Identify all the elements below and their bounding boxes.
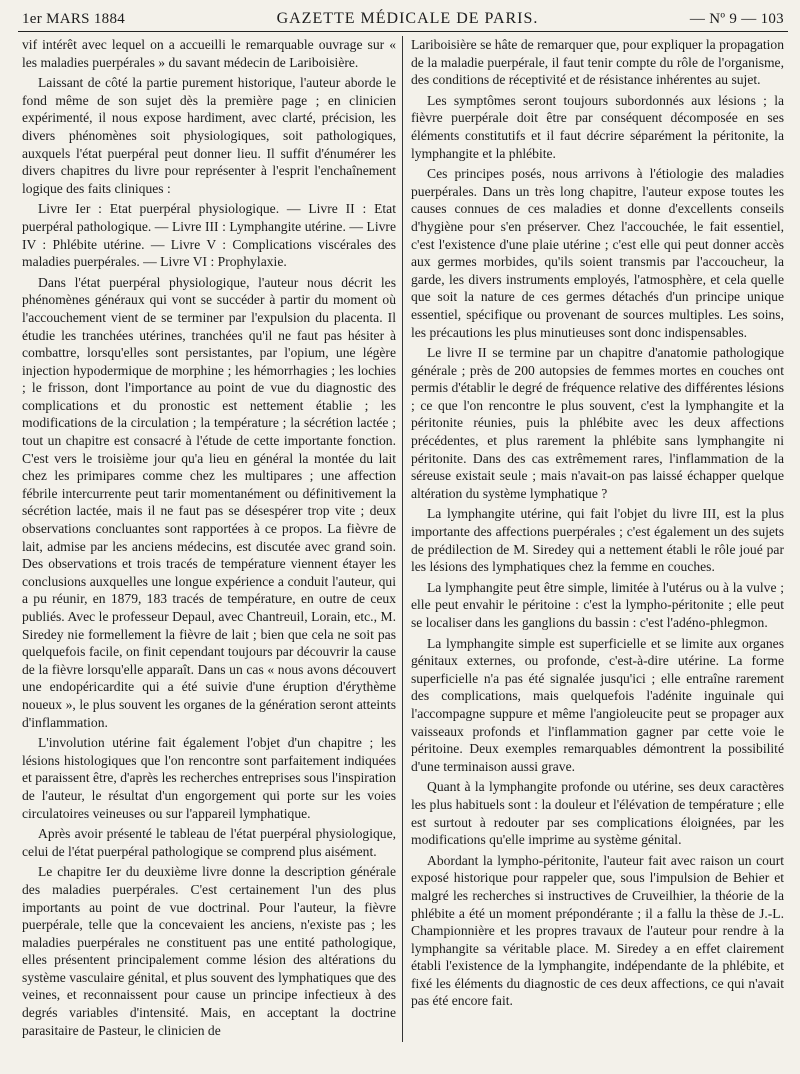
journal-title: GAZETTE MÉDICALE DE PARIS. — [276, 10, 539, 27]
page-number: — Nº 9 — 103 — [689, 11, 784, 27]
right-paragraph: Ces principes posés, nous arrivons à l'étiologie des maladies puerpérales. Dans un très long chapitre, l'auteur expose toutes les causes connues de ces maladies et donne d'excellents conseils d'hygiène pour s'en préserver. Chez l'accouchée, le fait essentiel, c'est l'existence d'une plaie utérine ; c'est elle qui peut donner accès aux germes morbides, qu'ils soient transmis par l'accoucheur, la garde, les divers instruments employés, l'atmosphère, et cela quelle que soit la nature de ces germes détachés d'un principe unique essentiel, spécifique ou provenant de sources multiples. Les soins, les précautions les plus minutieuses sont donc indispensables. — [411, 166, 784, 340]
page-header — [18, 10, 788, 32]
left-paragraph: L'involution utérine fait également l'objet d'un chapitre ; les lésions histologiques que l'on rencontre sont parfaitement indiquées et paraissent être, d'après les recherches entreprises sous l'inspiration de l'auteur, le résultat d'un engorgement qui porte sur les voies circulatoires veineuses ou sur l'appareil lymphatique. — [22, 735, 396, 821]
left-paragraph: Le chapitre Ier du deuxième livre donne la description générale des maladies puerpérales. C'est certainement l'un des plus importants au point de vue doctrinal. Pour l'auteur, la fièvre puerpérale, telle que la concevaient les anciens, n'existe pas ; les maladies puerpérales ne constituent pas une entité pathologique, elles présentent principalement comme lésion des altérations du système vasculaire génital, et plus souvent des lymphatiques que des veines, et reconnaissent pour cause un principe infectieux à des degrés variables d'intensité. Mais, en acceptant la doctrine parasitaire de Pasteur, le clinicien de — [22, 864, 396, 1038]
right-paragraph: La lymphangite simple est superficielle et se limite aux organes génitaux externes, ou profonde, c'est-à-dire utérine. La forme superficielle n'a pas été signalée jusqu'ici ; elle entraîne rarement des complications, mais quelquefois l'adénite inguinale qui l'accompagne suppure et même l'angioleucite peut se propager aux vaisseaux profonds et l'inflammation gagner par cette voie le péritoine. Deux exemples remarquables démontrent la possibilité d'une terminaison aussi grave. — [411, 635, 784, 774]
article-columns — [18, 36, 788, 1042]
left-paragraph: Livre Ier : Etat puerpéral physiologique. — Livre II : Etat puerpéral pathologique. — Livre III : Lymphangite utérine. — Livre IV : Phlébite utérine. — Livre V : Complications viscérales des maladies puerpérales. — Livre VI : Prophylaxie. — [22, 201, 396, 270]
right-paragraph: La lymphangite utérine, qui fait l'objet du livre III, est la plus importante des affections puerpérales ; c'est également un des sujets de prédilection de M. Siredey qui a nettement établi le rôle joué par les lésions des lymphatiques chez la femme en couches. — [411, 506, 784, 575]
right-paragraph: Le livre II se termine par un chapitre d'anatomie pathologique générale ; près de 200 autopsies de femmes mortes en couches ont permis d'établir le degré de fréquence relative des différentes lésions ; ce que l'on rencontre le plus souvent, c'est la lymphangite et la péritonite réunies, puis la phlébite avec les deux affections précédentes, et plus rarement la phlébite sans lymphangite ni péritonite. Dans des cas extrêmement rares, l'inflammation de la séreuse existait seule ; mais n'avait-on pas laissé échapper quelque altération du système lymphatique ? — [411, 345, 784, 501]
right-paragraph: Abordant la lympho-péritonite, l'auteur fait avec raison un court exposé historique pour rappeler que, sous l'impulsion de Behier et malgré les recherches si instructives de Cruveilhier, la théorie de la phlébite a été un moment prépondérante ; il a fallu la thèse de J.-L. Championnière et les propres travaux de l'auteur pour rendre à la lymphangite sa véritable place. M. Siredey a en effet clairement établi l'existence de la lymphangite, indépendante de la phlébite, et fixé les éléments du diagnostic de ces deux affections, ce qui n'avait pas été encore fait. — [411, 852, 784, 1009]
right-paragraph: Les symptômes seront toujours subordonnés aux lésions ; la fièvre puerpérale doit être par conséquent décomposée en ses éléments constitutifs et il faut décrire séparément la péritonite, la lymphangite et la phlébite. — [411, 92, 784, 161]
right-paragraph: Lariboisière se hâte de remarquer que, pour expliquer la propagation de la maladie puerpérale, il faut tenir compte du rôle de l'organisme, des conditions de réceptivité et de résistance inhérentes au sujet. — [411, 37, 784, 88]
issue-date: 1er MARS 1884 — [22, 11, 126, 27]
left-paragraph: Dans l'état puerpéral physiologique, l'auteur nous décrit les phénomènes généraux qui vont se succéder à partir du moment où l'accouchement vient de se terminer par l'expulsion du placenta. Il étudie les tranchées utérines, tranchées qu'il ne faut pas hésiter à combattre, lorsqu'elles sont persistantes, par l'opium, une légère injection hypodermique de morphine ; les hémorrhagies ; les lochies ; le frisson, dont l'importance au point de vue du diagnostic des complications et du pronostic est nettement établie ; les modifications de la circulation ; la température ; la sécrétion lactée ; tout un chapitre est consacré à l'étude de cette importante fonction. C'est vers le troisième jour qu'a lieu en général la montée du lait chez les primipares comme chez les multipares ; une affection fébrile intercurrente peut tarir momentanément ou définitivement la sécrétion lactée, mais il ne faut pas se désespérer trop vite ; deux observations concluantes sont rapportées à ce propos. La fièvre de lait, admise par les anciens médecins, est discutée avec grand soin. Des observations et trois tracés de température viennent étayer les conclusions auxquelles une longue expérience a conduit l'auteur, qui a pu réunir, en 1879, 183 tracés de température, en outre de ceux publiés. Avec le professeur Depaul, avec Chantreuil, Lorain, etc., M. Siredey nie formellement la fièvre de lait ; bien que cela ne soit pas quelquefois facile, on finit cependant toujours par découvrir la cause de la fièvre lorsqu'elle apparaît. Dans un cas « nous avons découvert une endopéricardite qui a été suivie d'une éruption d'érythème noueux », le plus souvent les organes de la génération seront atteints d'inflammation. — [22, 274, 396, 730]
left-column — [18, 36, 402, 1042]
left-paragraph: Laissant de côté la partie purement historique, l'auteur aborde le fond même de son sujet dès la première page ; en clinicien expérimenté, il nous expose hardiment, avec clarté, précision, les divers phénomènes soit physiologiques, soit pathologiques, auxquels l'état puerpéral peut donner lieu. Il suffit d'énumérer les divers chapitres du livre pour représenter à l'esprit l'enchaînement logique des faits cliniques : — [22, 75, 396, 196]
right-column — [402, 36, 786, 1042]
right-paragraph: Quant à la lymphangite profonde ou utérine, ses deux caractères les plus habituels sont : la douleur et l'élévation de température ; elle est surtout à redouter par ses complications éloignées, par les modifications qu'elle imprime au système génital. — [411, 779, 784, 848]
left-paragraph: Après avoir présenté le tableau de l'état puerpéral physiologique, celui de l'état puerpéral pathologique se comprend plus aisément. — [22, 826, 396, 859]
right-paragraph: La lymphangite peut être simple, limitée à l'utérus ou à la vulve ; elle peut envahir le péritoine : c'est la lympho-péritonite ; elle peut se localiser dans les ganglions du bassin : c'est l'adéno-phlegmon. — [411, 579, 784, 630]
left-paragraph: vif intérêt avec lequel on a accueilli le remarquable ouvrage sur « les maladies puerpérales » du savant médecin de Lariboisière. — [22, 37, 396, 70]
